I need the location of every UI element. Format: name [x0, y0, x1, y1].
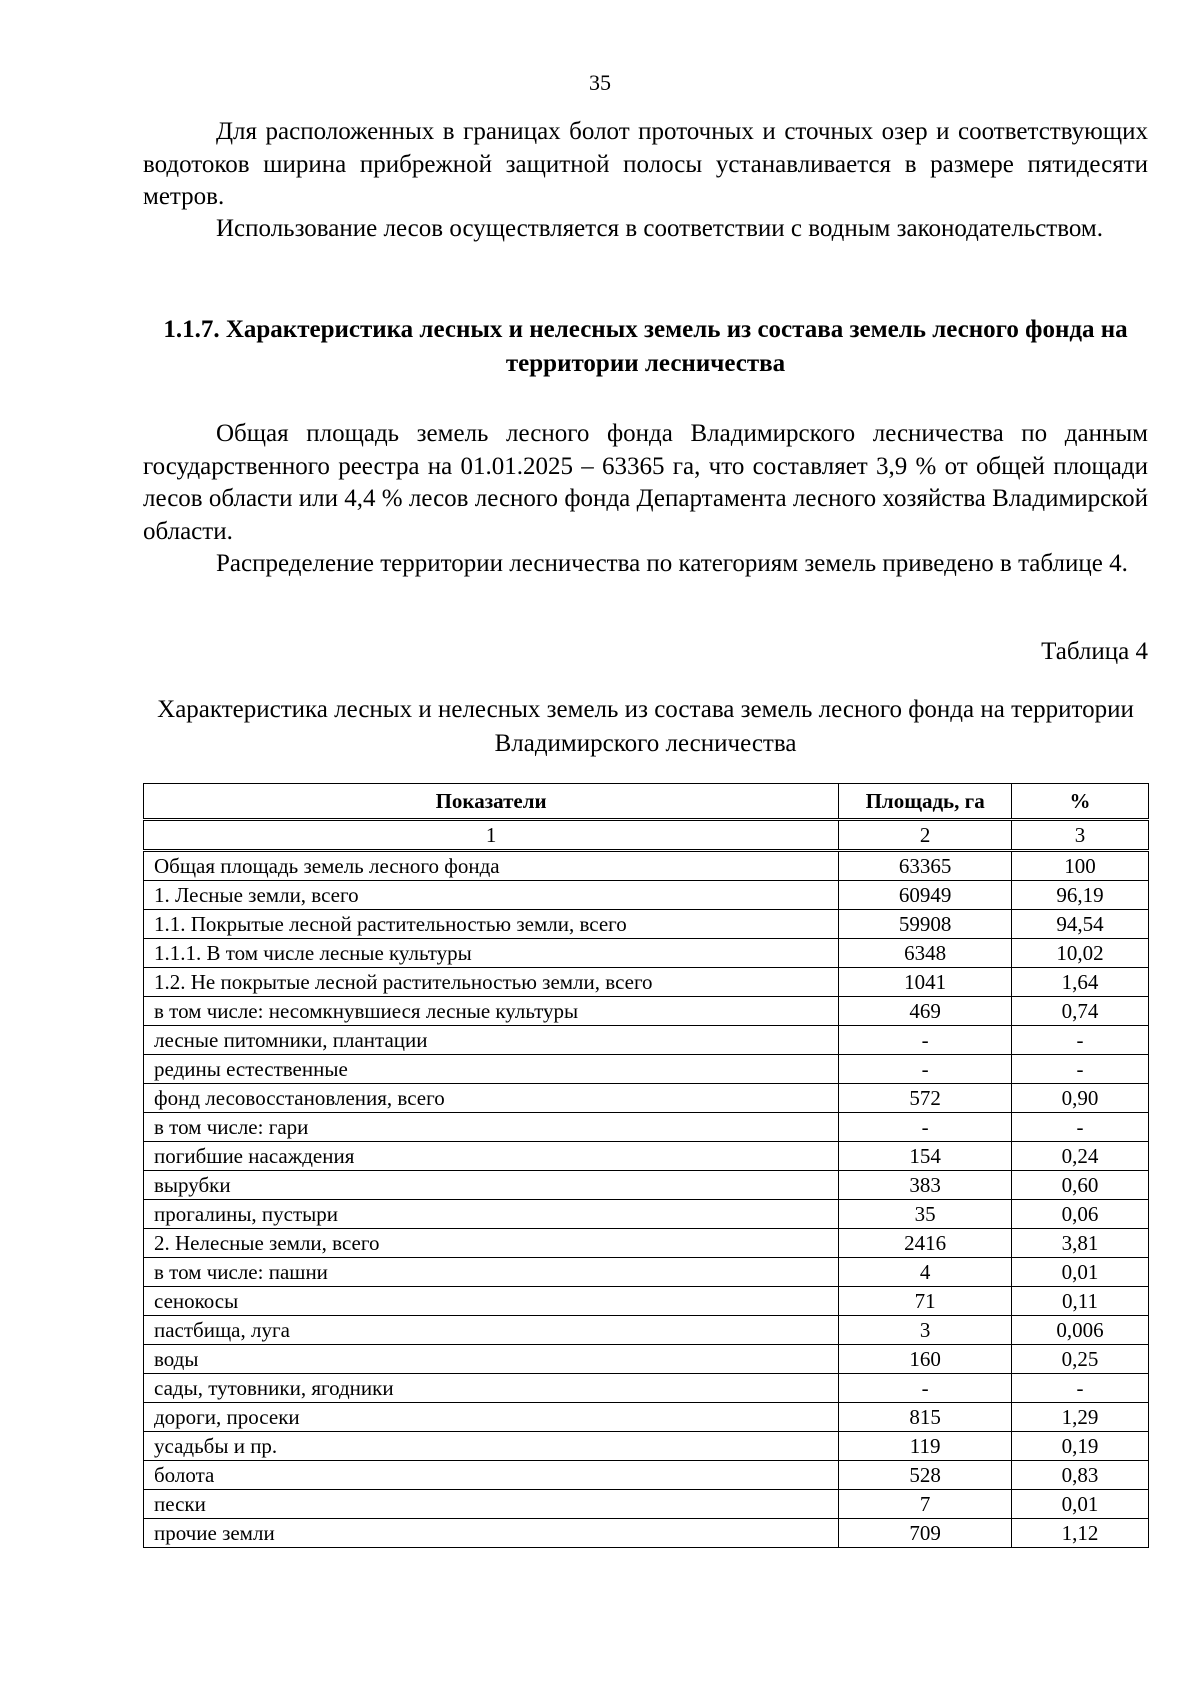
table-row: [144, 1287, 1149, 1316]
row-label: редины естественные: [144, 1055, 839, 1084]
row-label: воды: [144, 1345, 839, 1374]
row-label: фонд лесовосстановления, всего: [144, 1084, 839, 1113]
table-row: [144, 997, 1149, 1026]
table-row: [144, 1316, 1149, 1345]
row-percent: -: [1012, 1026, 1149, 1055]
row-percent: 0,24: [1012, 1142, 1149, 1171]
table-row: [144, 1113, 1149, 1142]
row-area: -: [839, 1113, 1012, 1142]
row-percent: 0,11: [1012, 1287, 1149, 1316]
row-area: 59908: [839, 910, 1012, 939]
column-number: 1: [144, 820, 839, 851]
row-area: 4: [839, 1258, 1012, 1287]
table-body: [144, 851, 1149, 1548]
table-row: [144, 939, 1149, 968]
row-label: в том числе: пашни: [144, 1258, 839, 1287]
row-area: 383: [839, 1171, 1012, 1200]
row-percent: 0,25: [1012, 1345, 1149, 1374]
row-area: 572: [839, 1084, 1012, 1113]
row-percent: 0,19: [1012, 1432, 1149, 1461]
row-area: -: [839, 1374, 1012, 1403]
table-row: [144, 1200, 1149, 1229]
table-caption: Характеристика лесных и нелесных земель из состава земель лесного фонда на территории Владимирского лесничества: [157, 696, 1134, 757]
row-area: 528: [839, 1461, 1012, 1490]
table-row: [144, 851, 1149, 881]
paragraph-forest-use: Использование лесов осуществляется в соответствии с водным законодательством.: [216, 215, 1103, 242]
row-percent: -: [1012, 1113, 1149, 1142]
row-area: 815: [839, 1403, 1012, 1432]
table-header-row: [144, 784, 1149, 820]
row-area: 160: [839, 1345, 1012, 1374]
table-row: [144, 881, 1149, 910]
row-percent: 1,29: [1012, 1403, 1149, 1432]
section-heading: 1.1.7. Характеристика лесных и нелесных земель из состава земель лесного фонда на территории лесничества: [163, 316, 1128, 377]
row-percent: -: [1012, 1374, 1149, 1403]
row-area: 709: [839, 1519, 1012, 1548]
table-row: [144, 1403, 1149, 1432]
row-percent: 94,54: [1012, 910, 1149, 939]
row-label: дороги, просеки: [144, 1403, 839, 1432]
row-label: 1.1.1. В том числе лесные культуры: [144, 939, 839, 968]
row-label: в том числе: гари: [144, 1113, 839, 1142]
header-area: Площадь, га: [839, 784, 1012, 820]
row-label: 1.2. Не покрытые лесной растительностью земли, всего: [144, 968, 839, 997]
row-label: Общая площадь земель лесного фонда: [144, 851, 839, 881]
row-label: 2. Нелесные земли, всего: [144, 1229, 839, 1258]
table-row: [144, 1084, 1149, 1113]
row-area: 1041: [839, 968, 1012, 997]
row-label: прогалины, пустыри: [144, 1200, 839, 1229]
row-label: в том числе: несомкнувшиеся лесные культуры: [144, 997, 839, 1026]
table-row: [144, 910, 1149, 939]
row-percent: 0,01: [1012, 1258, 1149, 1287]
row-percent: 1,64: [1012, 968, 1149, 997]
row-percent: 10,02: [1012, 939, 1149, 968]
table-row: [144, 1229, 1149, 1258]
row-label: сады, тутовники, ягодники: [144, 1374, 839, 1403]
row-percent: 0,60: [1012, 1171, 1149, 1200]
row-percent: 3,81: [1012, 1229, 1149, 1258]
row-label: сенокосы: [144, 1287, 839, 1316]
row-area: 119: [839, 1432, 1012, 1461]
row-percent: 0,006: [1012, 1316, 1149, 1345]
table-row: [144, 1026, 1149, 1055]
table-row: [144, 1374, 1149, 1403]
row-label: пастбища, луга: [144, 1316, 839, 1345]
row-label: прочие земли: [144, 1519, 839, 1548]
table-label: Таблица 4: [1041, 638, 1148, 665]
table-row: [144, 1490, 1149, 1519]
row-label: вырубки: [144, 1171, 839, 1200]
table-row: [144, 1345, 1149, 1374]
row-area: 2416: [839, 1229, 1012, 1258]
table-row: [144, 1258, 1149, 1287]
row-area: 63365: [839, 851, 1012, 881]
table-row: [144, 968, 1149, 997]
row-percent: 100: [1012, 851, 1149, 881]
column-number: 2: [839, 820, 1012, 851]
header-indicators: Показатели: [144, 784, 839, 820]
paragraph-distribution: Распределение территории лесничества по категориям земель приведено в таблице 4.: [216, 550, 1128, 577]
table-row: [144, 1519, 1149, 1548]
row-area: 7: [839, 1490, 1012, 1519]
page-number: 35: [589, 70, 611, 95]
row-area: 60949: [839, 881, 1012, 910]
table-row: [144, 1142, 1149, 1171]
row-area: -: [839, 1026, 1012, 1055]
row-area: 154: [839, 1142, 1012, 1171]
row-percent: -: [1012, 1055, 1149, 1084]
column-number-row: [144, 820, 1149, 851]
table-row: [144, 1461, 1149, 1490]
row-percent: 0,83: [1012, 1461, 1149, 1490]
row-percent: 96,19: [1012, 881, 1149, 910]
paragraph-water-protection: Для расположенных в границах болот проточных и сточных озер и соответствующих водотоков ширина прибрежной защитной полосы устанавливается в размере пятидесяти метров.: [143, 118, 1148, 210]
land-characteristics-table: [143, 783, 1149, 1548]
row-area: -: [839, 1055, 1012, 1084]
header-percent: %: [1012, 784, 1149, 820]
row-area: 469: [839, 997, 1012, 1026]
table-row: [144, 1432, 1149, 1461]
row-area: 3: [839, 1316, 1012, 1345]
row-label: усадьбы и пр.: [144, 1432, 839, 1461]
row-area: 35: [839, 1200, 1012, 1229]
row-area: 71: [839, 1287, 1012, 1316]
column-number: 3: [1012, 820, 1149, 851]
row-label: 1. Лесные земли, всего: [144, 881, 839, 910]
row-label: пески: [144, 1490, 839, 1519]
row-label: лесные питомники, плантации: [144, 1026, 839, 1055]
row-area: 6348: [839, 939, 1012, 968]
row-percent: 0,90: [1012, 1084, 1149, 1113]
table-row: [144, 1055, 1149, 1084]
row-percent: 0,74: [1012, 997, 1149, 1026]
row-label: погибшие насаждения: [144, 1142, 839, 1171]
row-percent: 0,01: [1012, 1490, 1149, 1519]
row-percent: 1,12: [1012, 1519, 1149, 1548]
paragraph-total-area: Общая площадь земель лесного фонда Владимирского лесничества по данным государственного реестра на 01.01.2025 – 63365 га, что составляет 3,9 % от общей площади лесов области или 4,4 % лесов лесного фонда Департамента лесного хозяйства Владимирской области.: [143, 420, 1148, 545]
row-percent: 0,06: [1012, 1200, 1149, 1229]
row-label: болота: [144, 1461, 839, 1490]
table-row: [144, 1171, 1149, 1200]
row-label: 1.1. Покрытые лесной растительностью земли, всего: [144, 910, 839, 939]
